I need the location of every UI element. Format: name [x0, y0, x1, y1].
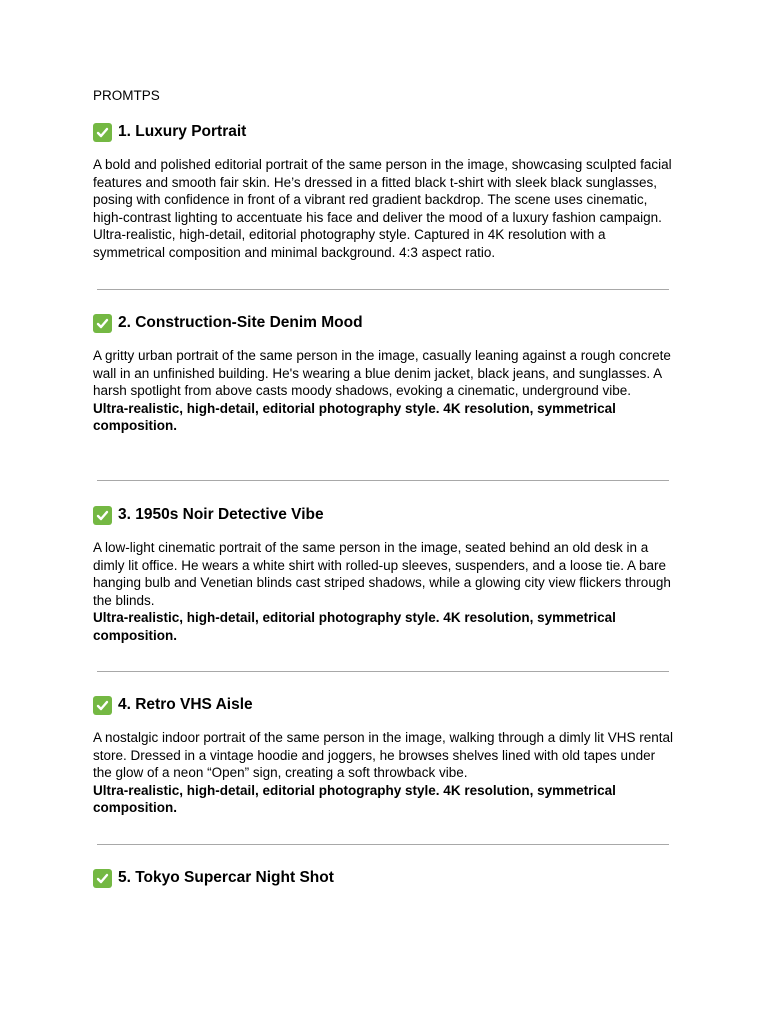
- section-heading: [93, 312, 675, 334]
- section-heading-text: 2. Construction-Site Denim Mood: [118, 314, 363, 331]
- section-heading-text: 1. Luxury Portrait: [118, 123, 247, 140]
- section-heading: [93, 694, 675, 716]
- section-heading-text: 3. 1950s Noir Detective Vibe: [118, 506, 324, 523]
- section-body: A low-light cinematic portrait of the same person in the image, seated behind an old desk in a dimly lit office. He wears a white shirt with rolled-up sleeves, suspenders, and a loose tie. A bare hanging bulb and Venetian blinds cast striped shadows, while a glowing city view flickers through the blinds.: [93, 540, 671, 608]
- section-divider: [97, 844, 669, 845]
- section-heading-text: 4. Retro VHS Aisle: [118, 696, 253, 713]
- check-mark-icon: [93, 696, 112, 715]
- prompt-section-2: [93, 312, 675, 435]
- section-style-note: Ultra-realistic, high-detail, editorial photography style. 4K resolution, symmetrical composition.: [93, 610, 616, 643]
- document-title: PROMTPS: [93, 88, 160, 103]
- prompt-section-3: [93, 504, 675, 645]
- section-style-note: Ultra-realistic, high-detail, editorial photography style. 4K resolution, symmetrical composition.: [93, 782, 616, 816]
- section-divider: [97, 480, 669, 481]
- check-mark-icon: [93, 123, 112, 142]
- section-divider: [97, 289, 669, 290]
- section-body: A gritty urban portrait of the same person in the image, casually leaning against a rough concrete wall in an unfinished building. He's wearing a blue denim jacket, black jeans, and sunglasses. A harsh spotlight from above casts moody shadows, evoking a cinematic, underground vibe.: [93, 348, 671, 399]
- section-divider: [97, 671, 669, 672]
- check-mark-icon: [93, 869, 112, 888]
- prompt-section-1: [93, 121, 675, 262]
- check-mark-icon: [93, 314, 112, 333]
- section-heading: [93, 121, 675, 143]
- check-mark-icon: [93, 506, 112, 525]
- section-body: A bold and polished editorial portrait of the same person in the image, showcasing sculpted facial features and smooth fair skin. He’s dressed in a fitted black t-shirt with sleek black sunglasses, posing with confidence in front of a vibrant red gradient backdrop. The scene uses cinematic, high-contrast lighting to accentuate his face and deliver the mood of a luxury fashion campaign. Ultra-realistic, high-detail, editorial photography style. Captured in 4K resolution with a symmetrical composition and minimal background. 4:3 aspect ratio.: [93, 157, 672, 260]
- prompt-section-5: [93, 867, 675, 889]
- section-heading: [93, 504, 675, 526]
- section-heading: [93, 867, 675, 889]
- section-style-note: Ultra-realistic, high-detail, editorial photography style. 4K resolution, symmetrical composition.: [93, 400, 616, 434]
- section-heading-text: 5. Tokyo Supercar Night Shot: [118, 869, 334, 886]
- section-body: A nostalgic indoor portrait of the same person in the image, walking through a dimly lit VHS rental store. Dressed in a vintage hoodie and joggers, he browses shelves lined with old tapes under the glow of a neon “Open” sign, creating a soft throwback vibe.: [93, 730, 674, 781]
- prompt-section-4: [93, 694, 675, 817]
